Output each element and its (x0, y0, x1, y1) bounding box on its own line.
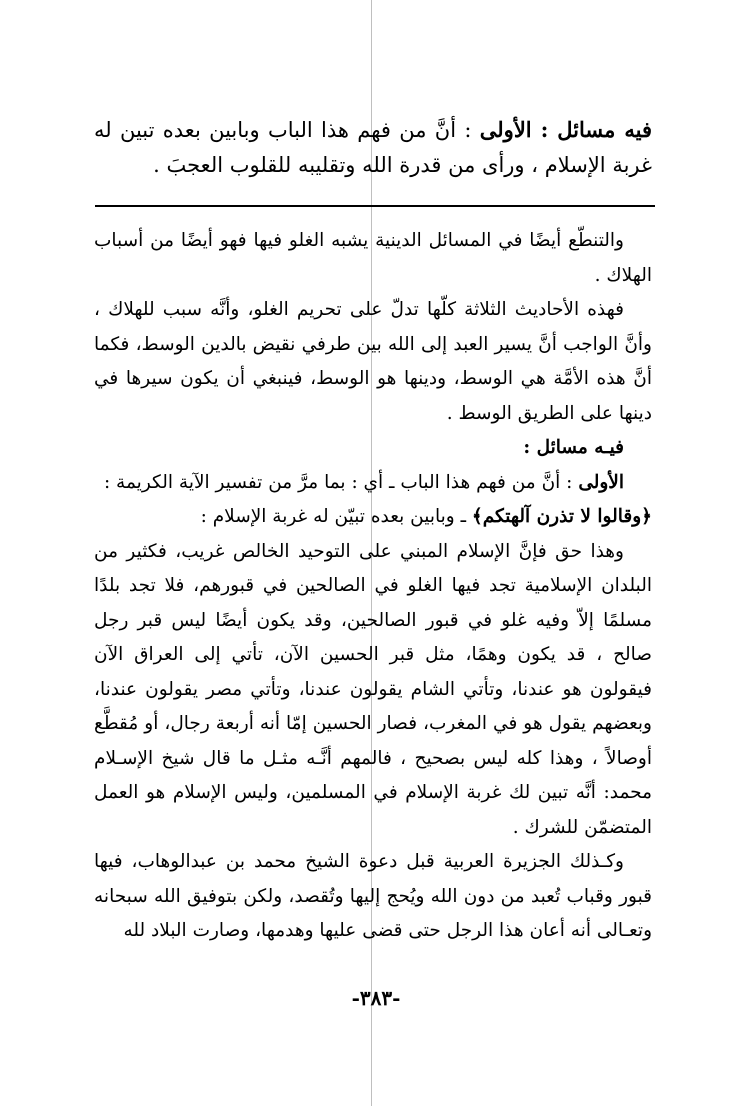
main-text-body: : أنَّ من فهم هذا الباب وبابين بعده تبين له غربة الإسلام ، ورأى من قدرة الله وتقليبه للقلوب العجبَ . (94, 118, 652, 177)
quran-verse: ﴿وقالوا لا تذرن آلهتكم﴾ (471, 506, 652, 527)
commentary-block (94, 224, 652, 949)
commentary-heading: فيـه مسائل : (523, 437, 624, 458)
main-text-lead: فيه مسائل : الأولى (479, 117, 652, 142)
commentary-paragraph-7: وكـذلك الجزيرة العربية قبل دعوة الشيخ محمد بن عبدالوهاب، فيها قبور وقباب تُعبد من دون الله ويُحج إليها وتُقصد، ولكن بتوفيق الله سبحانه وتعـالى أنه أعان هذا الرجل حتى قضى عليها وهدمها، وصارت البلاد لله (94, 851, 652, 941)
commentary-paragraph-1: والتنطّع أيضًا في المسائل الدينية يشبه الغلو فيها فهو أيضًا من أسباب الهلاك . (94, 230, 652, 286)
main-text-block (94, 112, 652, 183)
first-issue-text: : أنَّ من فهم هذا الباب ـ أي : بما مرَّ من تفسير الآية الكريمة : (103, 471, 573, 493)
commentary-paragraph-4 (94, 466, 652, 501)
commentary-paragraph-6: وهذا حق فإنَّ الإسلام المبني على التوحيد الخالص غريب، فكثير من البلدان الإسلامية تجد فيها الغلو في الصالحين في قبورهم، فلا تجد بلدًا مسلمًا إلاّ وفيه غلو في قبور الصالحين، وقد يكون أيضًا ليس قبر رجل صالح ، قد يكون وهمًا، مثل قبر الحسين الآن، تأتي إلى العراق الآن فيقولون هو عندنا، وتأتي الشام يقولون عندنا، وتأتي مصر يقولون عندنا، وبعضهم يقول هو في المغرب، فصار الحسين إمّا أنه أربعة رجال، أو مُقطَّع أوصالاً ، وهذا كله ليس بصحيح ، فالمهم أنَّـه مثـل ما قال شيخ الإسـلام محمد: أنَّه تبين لك غربة الإسلام في المسلمين، وليس الإسلام هو العمل المتضمّن للشرك . (94, 540, 652, 838)
first-issue-lead: الأولى (578, 471, 624, 493)
verse-followup-text: ـ وبابين بعده تبيّن له غربة الإسلام : (200, 506, 472, 527)
separator-rule (95, 205, 655, 207)
page-number: -٣٨٣- (351, 986, 401, 1010)
commentary-paragraph-2: فهذه الأحاديث الثلاثة كلّها تدلّ على تحريم الغلو، وأنَّه سبب للهلاك ، وأنَّ الواجب أنَّ يسير العبد إلى الله بين طرفي نقيض بالدين الوسط، فكما أنَّ هذه الأمَّة هي الوسط، ودينها هو الوسط، فينبغي أن يكون سيرها في دينها على الطريق الوسط . (94, 299, 652, 424)
commentary-paragraph-5 (94, 500, 652, 535)
